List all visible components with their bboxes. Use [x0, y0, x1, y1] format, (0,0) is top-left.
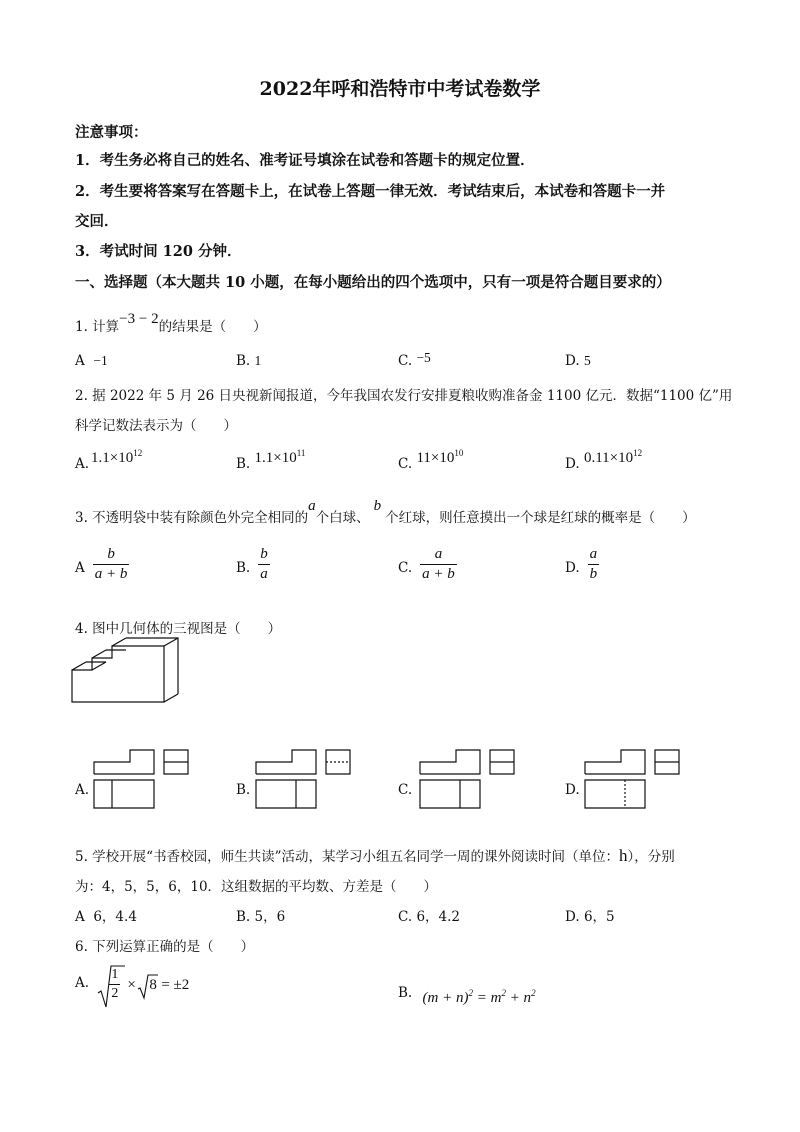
q1-prefix: 1. 计算 — [75, 319, 120, 335]
q5-unit: h — [618, 846, 628, 865]
q6-option-a[interactable]: A. $\frac{1}{2}$ × 8 = ±2 — [75, 963, 197, 1009]
notice-item-2: 2．考生要将答案写在答题卡上，在试卷上答题一律无效．考试结束后，本试卷和答题卡一并 — [75, 183, 666, 200]
q4-solid-figure — [72, 642, 192, 708]
q1-option-d[interactable]: D. 5 — [565, 353, 591, 369]
q4-option-b-views[interactable] — [256, 748, 356, 810]
q6-option-b[interactable]: B. $(m + n)^2 = m^2 + n^2$ — [398, 985, 536, 1006]
question-5-line2: 为：4，5，5，6，10．这组数据的平均数、方差是（ ） — [75, 879, 438, 895]
q4-option-d-label[interactable]: D. — [565, 782, 580, 798]
q2-option-d[interactable]: D. $0.11\times 10^{12}$ — [565, 448, 643, 472]
notice-item-2-cont: 交回． — [75, 213, 119, 230]
q5-option-b[interactable]: B. 5，6 — [236, 909, 286, 925]
notice-item-3: 3．考试时间 120 分钟． — [75, 243, 242, 260]
q3-option-b[interactable]: B. $\frac{b}{a}$ — [236, 546, 268, 582]
question-4: 4. 图中几何体的三视图是（ ） — [75, 621, 282, 637]
q3-option-d[interactable]: D. $\frac{a}{b}$ — [565, 546, 598, 582]
q4-option-c-label[interactable]: C. — [398, 782, 413, 798]
q3-var-a: a — [308, 498, 316, 514]
q2-option-a[interactable]: A. $1.1\times 10^{12}$ — [75, 448, 143, 472]
question-5-line1: 5. 学校开展“书香校园，师生共读”活动，某学习小组五名同学一周的课外阅读时间（单位：h），分别 — [75, 846, 675, 865]
question-2-line1: 2. 据 2022 年 5 月 26 日央视新闻报道，今年我国农发行安排夏粮收购准备金 1100 亿元．数据“1100 亿”用 — [75, 388, 733, 404]
q3-var-b: b — [373, 498, 382, 514]
q3-option-c[interactable]: C. $\frac{a}{a + b}$ — [398, 546, 455, 582]
q1-expression: −3 − 2 — [119, 311, 159, 327]
q1-option-c[interactable]: C. −5 — [398, 350, 431, 369]
question-1 — [75, 311, 267, 336]
q5-option-a[interactable]: A 6，4.4 — [75, 909, 137, 925]
q5-option-d[interactable]: D. 6，5 — [565, 909, 615, 925]
q4-option-b-label[interactable]: B. — [236, 782, 251, 798]
q4-option-a-label[interactable]: A. — [75, 782, 90, 798]
q4-option-d-views[interactable] — [585, 748, 685, 810]
question-3: 3. 不透明袋中装有除颜色外完全相同的a个白球、b个红球，则任意摸出一个球是红球的概率是（ ） — [75, 498, 696, 526]
q5-option-c[interactable]: C. 6，4.2 — [398, 909, 460, 925]
q1-option-b[interactable]: B. 1 — [236, 353, 262, 369]
q2-option-b[interactable]: B. $1.1\times 10^{11}$ — [236, 448, 306, 472]
q4-option-c-views[interactable] — [420, 748, 520, 810]
q2-option-c[interactable]: C. $11\times 10^{10}$ — [398, 448, 464, 472]
q1-option-a[interactable]: A −1 — [75, 353, 108, 369]
section-heading: 一、选择题（本大题共 10 小题，在每小题给出的四个选项中，只有一项是符合题目要求的） — [75, 274, 671, 291]
page-title: 2022年呼和浩特市中考试卷数学 — [259, 78, 541, 100]
q1-suffix: 的结果是（ ） — [158, 319, 267, 335]
question-6: 6. 下列运算正确的是（ ） — [75, 939, 255, 955]
q3-option-a[interactable]: A $\frac{b}{a + b}$ — [75, 546, 128, 582]
notice-item-1: 1．考生务必将自己的姓名、准考证号填涂在试卷和答题卡的规定位置． — [75, 152, 535, 169]
q4-option-a-views[interactable] — [94, 748, 194, 810]
notice-heading: 注意事项： — [75, 124, 148, 141]
question-2-line2: 科学记数法表示为（ ） — [75, 418, 237, 434]
